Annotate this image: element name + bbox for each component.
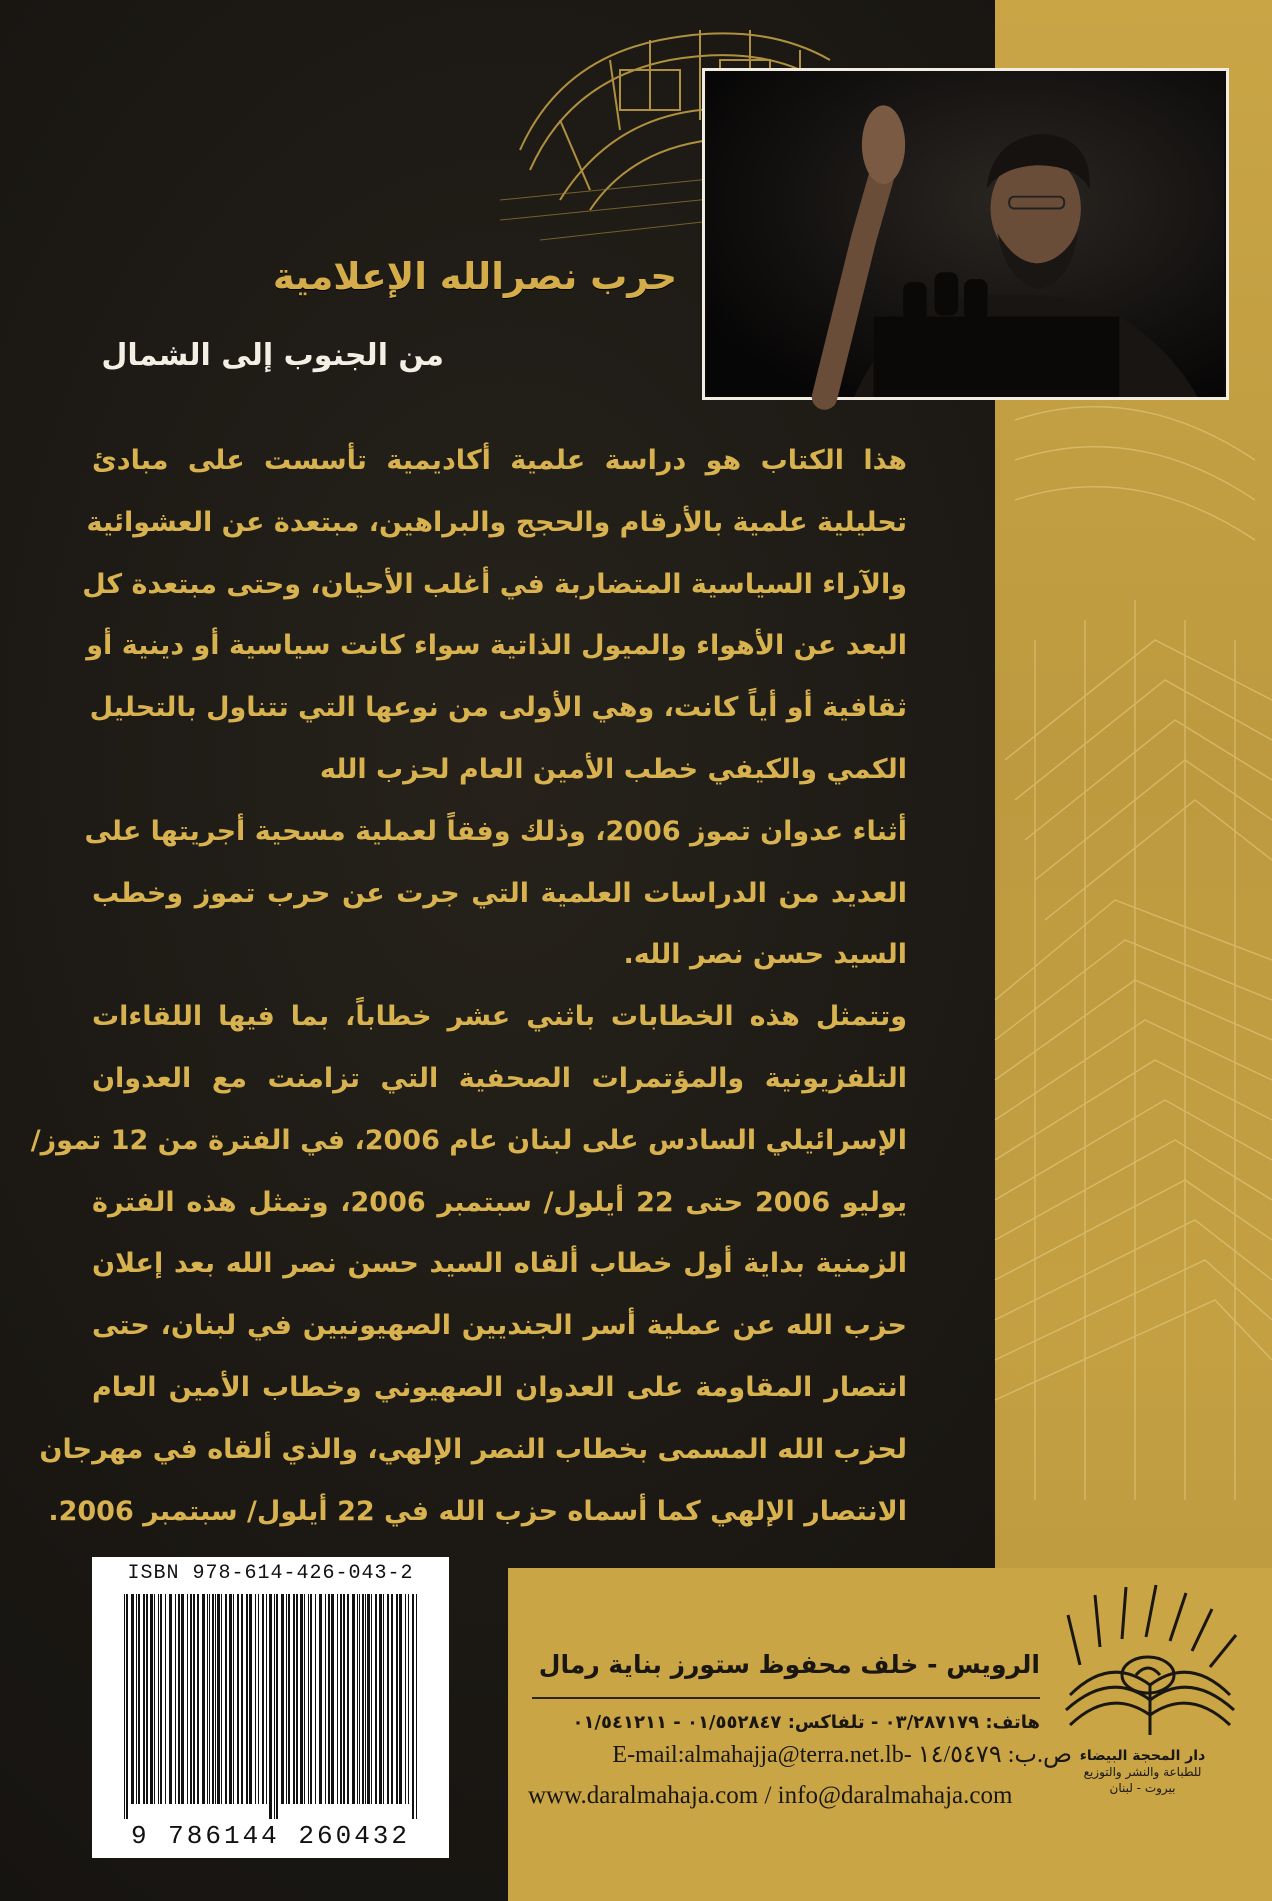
blurb-line: لحزب الله المسمى بخطاب النصر الإلهي، والذي ألقاه في مهرجان (39, 1433, 907, 1465)
barcode-bar (359, 1594, 360, 1804)
barcode-bar (331, 1594, 334, 1804)
barcode-bar (165, 1594, 166, 1804)
barcode-bar (136, 1594, 137, 1804)
barcode-bar (375, 1594, 377, 1804)
blurb-line: التلفزيونية والمؤتمرات الصحفية التي تزامنت مع العدوان (92, 1062, 907, 1094)
publisher-email: E-mail:almahajja@terra.net.lb- (612, 1742, 912, 1768)
barcode-bar (262, 1594, 264, 1804)
blurb-line: ثقافية أو أياً كانت، وهي الأولى من نوعها التي تتناول بالتحليل (89, 692, 907, 724)
isbn-digits: 9 786144 260432 (130, 1821, 411, 1851)
barcode-bar (225, 1594, 227, 1804)
book-subtitle: من الجنوب إلى الشمال (101, 338, 444, 373)
barcode-bar (154, 1594, 155, 1804)
barcode-bar (300, 1594, 303, 1804)
barcode-bar (310, 1594, 312, 1804)
barcode-bar (391, 1594, 393, 1804)
barcode-bar (328, 1594, 330, 1804)
barcode-bar (221, 1594, 222, 1804)
publisher-city: بيروت - لبنان (1109, 1781, 1176, 1795)
barcode-bar (237, 1594, 239, 1804)
barcode-bar (286, 1594, 287, 1804)
barcode-bar (281, 1594, 284, 1804)
barcode-bar (274, 1594, 275, 1819)
barcode-bar (126, 1594, 128, 1819)
barcode-bar (293, 1594, 295, 1804)
barcode-bar (347, 1594, 349, 1804)
barcode-bar (197, 1594, 199, 1804)
barcode-bar (405, 1594, 406, 1804)
barcode-bar (258, 1594, 259, 1804)
barcode-bar (269, 1594, 272, 1819)
barcode-bar (387, 1594, 389, 1804)
barcode-bar (337, 1594, 338, 1804)
barcode-bar (396, 1594, 398, 1804)
barcode-bar (255, 1594, 256, 1804)
isbn-barcode (92, 1557, 449, 1858)
blurb-line: السيد حسن نصر الله. (623, 939, 907, 971)
barcode-bar (215, 1594, 216, 1804)
barcode-bar (352, 1594, 355, 1804)
blurb-line: الزمنية بداية أول خطاب ألقاه السيد حسن نصر الله بعد إعلان (92, 1248, 907, 1280)
barcode-bar (379, 1594, 382, 1804)
blurb-line: الكمي والكيفي خطب الأمين العام لحزب الله (319, 753, 907, 785)
speaker-portrait-photo-icon (705, 71, 1226, 397)
barcode-bar (276, 1594, 278, 1819)
barcode-bar (131, 1594, 134, 1804)
barcode-bar (266, 1594, 267, 1804)
book-title: حرب نصرالله الإعلامية (272, 255, 677, 298)
blurb-line: والآراء السياسية المتضاربة في أغلب الأحيان، وحتى مبتعدة كل (82, 568, 907, 600)
publisher-tagline: للطباعة والنشر والتوزيع (1083, 1765, 1202, 1779)
barcode-bar (399, 1594, 402, 1804)
blurb-line: وتتمثل هذه الخطابات باثني عشر خطاباً، بما فيها اللقاءات (92, 1001, 907, 1033)
barcode-bar (362, 1594, 364, 1804)
barcode-bar (209, 1594, 210, 1804)
barcode-bar (160, 1594, 162, 1804)
barcode-bar (249, 1594, 252, 1804)
blurb-line: يوليو 2006 حتى 22 أيلول/ سبتمبر 2006، وتمثل هذه الفترة (92, 1186, 908, 1218)
barcode-bar (202, 1594, 205, 1804)
barcode-bar (207, 1594, 208, 1804)
barcode-bar (367, 1594, 370, 1804)
barcode-bars (122, 1594, 422, 1819)
barcode-bar (383, 1594, 384, 1804)
barcode-bar (146, 1594, 148, 1804)
barcode-bar (181, 1594, 184, 1804)
barcode-bar (150, 1594, 153, 1804)
publisher-po-box: ص.ب: ١٤/٥٤٧٩ (917, 1742, 1072, 1768)
barcode-bar (412, 1594, 414, 1819)
barcode-bar (408, 1594, 409, 1804)
barcode-bar (416, 1594, 417, 1819)
barcode-bar (343, 1594, 345, 1804)
barcode-bar (212, 1594, 214, 1804)
barcode-bar (175, 1594, 176, 1804)
divider (532, 1697, 1040, 1699)
barcode-bar (340, 1594, 342, 1804)
barcode-bar (246, 1594, 248, 1804)
publisher-phone: هاتف: ٠٣/٢٨٧١٧٩ - تلفاكس: ٠١/٥٥٢٨٤٧ - ٠١/٥٤١٢١١ (572, 1712, 1040, 1733)
blurb-line: الإسرائيلي السادس على لبنان عام 2006، في الفترة من 12 تموز/ (30, 1124, 907, 1156)
blurb-line: البعد عن الأهواء والميول الذاتية سواء كانت سياسية أو دينية أو (86, 630, 907, 662)
barcode-bar (365, 1594, 366, 1804)
barcode-bar (193, 1594, 195, 1804)
barcode-bar (325, 1594, 326, 1804)
barcode-bar (233, 1594, 234, 1804)
isbn-label: ISBN 978-614-426-043-2 (127, 1562, 414, 1585)
barcode-bar (304, 1594, 305, 1804)
publisher-logo-text (1045, 1748, 1240, 1796)
barcode-bar (138, 1594, 140, 1804)
barcode-bar (308, 1594, 309, 1804)
blurb-line: هذا الكتاب هو دراسة علمية أكاديمية تأسست على مبادئ (92, 445, 907, 476)
speaker-photo (702, 68, 1229, 400)
barcode-bar (296, 1594, 298, 1804)
barcode-bar (169, 1594, 172, 1804)
barcode-bar (158, 1594, 159, 1804)
barcode-bar (371, 1594, 372, 1804)
barcode-bar (217, 1594, 220, 1804)
barcode-bar (187, 1594, 188, 1804)
publisher-address: الرويس - خلف محفوظ ستورز بناية رمال (538, 1650, 1040, 1679)
barcode-bar (288, 1594, 290, 1804)
barcode-bar (190, 1594, 192, 1804)
barcode-bar (241, 1594, 243, 1804)
blurb-line: انتصار المقاومة على العدوان الصهيوني وخطاب الأمين العام (92, 1371, 907, 1403)
blurb-line: العديد من الدراسات العلمية التي جرت عن حرب تموز وخطب (92, 877, 907, 909)
barcode-bar (319, 1594, 322, 1804)
publisher-name: دار المحجة البيضاء (1079, 1748, 1206, 1764)
blurb-line: الانتصار الإلهي كما أسماه حزب الله في 22 أيلول/ سبتمبر 2006. (48, 1495, 907, 1527)
blurb-line: حزب الله عن عملية أسر الجنديين الصهيونيين في لبنان، حتى (92, 1310, 907, 1342)
barcode-bar (229, 1594, 232, 1804)
blurb-text (30, 430, 908, 1542)
blurb-line: أثناء عدوان تموز 2006، وذلك وفقاً لعملية مسحية أجريتها على (84, 815, 907, 847)
barcode-bar (315, 1594, 316, 1804)
barcode-bar (357, 1594, 358, 1804)
open-book-sunburst-logo-icon (1040, 1575, 1255, 1765)
publisher-website: www.daralmahaja.com / info@daralmahaja.com (528, 1782, 1013, 1809)
barcode-bar (143, 1594, 145, 1804)
barcode-bar (124, 1594, 125, 1819)
blurb-line: تحليلية علمية بالأرقام والحجج والبراهين، مبتعدة عن العشوائية (86, 506, 907, 538)
barcode-bar (178, 1594, 180, 1804)
publisher-email-line (612, 1740, 1072, 1769)
